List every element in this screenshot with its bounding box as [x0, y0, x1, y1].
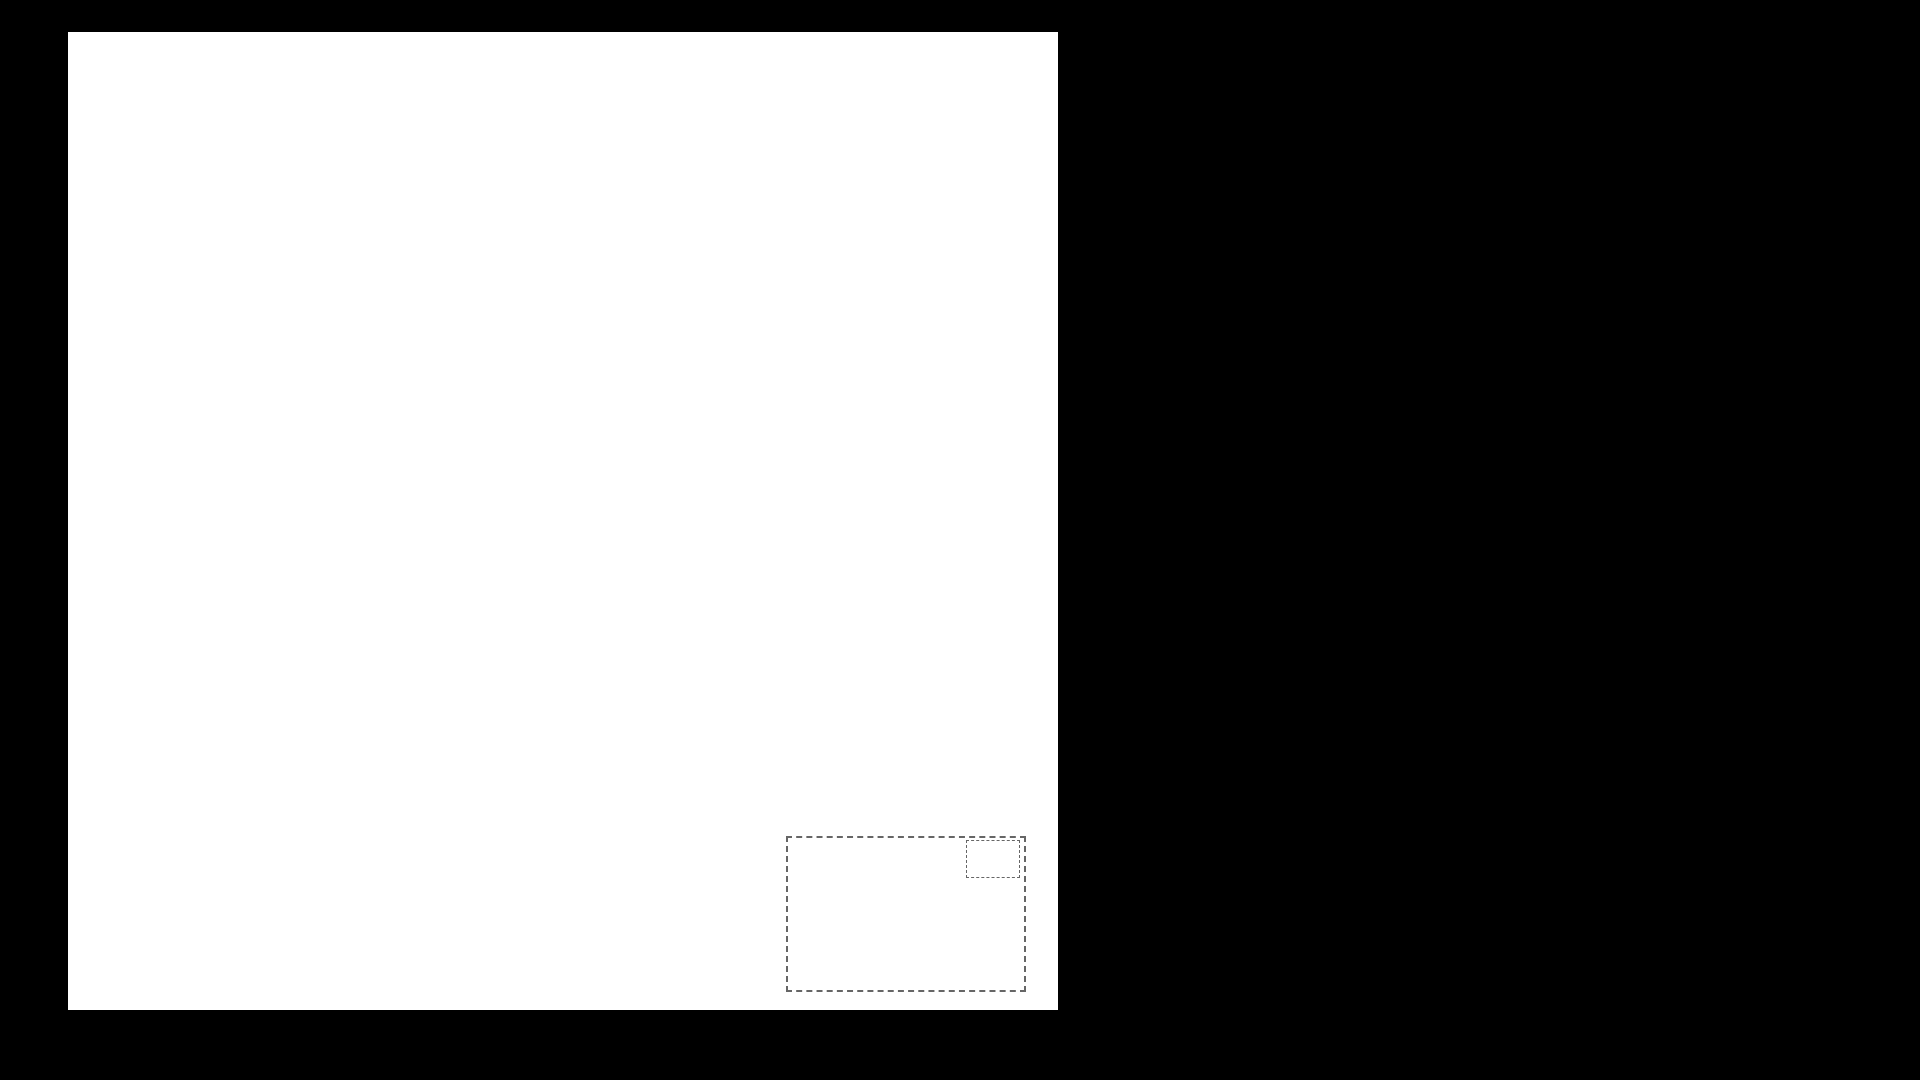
description	[1089, 56, 1609, 85]
whitewood-size-line	[826, 853, 846, 866]
fir-size-line	[826, 891, 854, 904]
whitewood-swatch	[832, 857, 846, 863]
drawing-panel	[68, 32, 1058, 1010]
total-box	[966, 840, 1020, 878]
fir-swatch	[832, 895, 854, 901]
materials-list	[786, 836, 1026, 992]
